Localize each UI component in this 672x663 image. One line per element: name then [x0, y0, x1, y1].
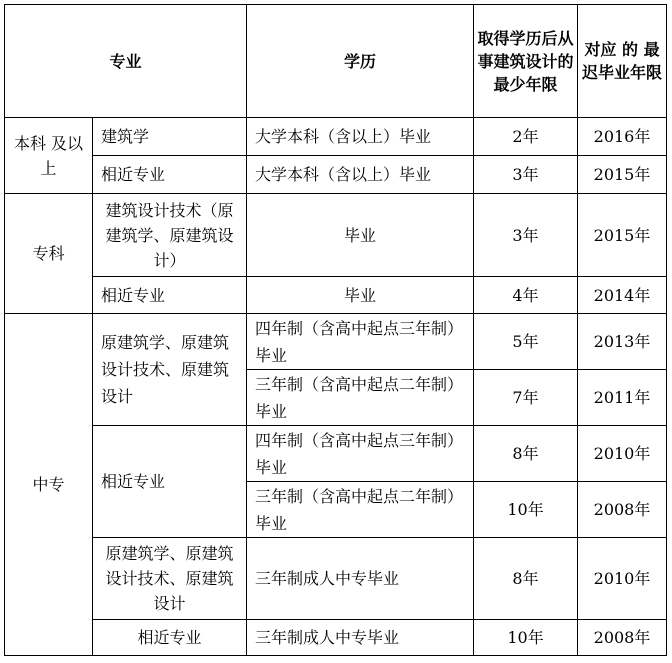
table-row [5, 620, 667, 656]
grad-year-cell: 2010年 [578, 426, 667, 482]
grad-year-cell: 2013年 [578, 314, 667, 370]
major-cell: 建筑设计技术（原建筑学、原建筑设计） [93, 194, 247, 277]
major-cell: 建筑学 [93, 118, 247, 156]
group-undergrad: 本科 及以上 [5, 118, 93, 194]
major-cell: 原建筑学、原建筑设计技术、原建筑设计 [93, 314, 247, 426]
grad-year-cell: 2008年 [578, 482, 667, 538]
major-cell: 原建筑学、原建筑设计技术、原建筑设计 [93, 538, 247, 620]
major-cell: 相近专业 [93, 156, 247, 194]
table-row [5, 538, 667, 620]
grad-year-cell: 2015年 [578, 194, 667, 277]
education-cell: 三年制（含高中起点二年制）毕业 [247, 482, 474, 538]
grad-year-cell: 2008年 [578, 620, 667, 656]
years-cell: 7年 [474, 370, 578, 426]
years-cell: 10年 [474, 620, 578, 656]
years-cell: 2年 [474, 118, 578, 156]
education-cell: 大学本科（含以上）毕业 [247, 156, 474, 194]
group-secondary: 中专 [5, 314, 93, 656]
years-cell: 3年 [474, 156, 578, 194]
education-cell: 毕业 [247, 194, 474, 277]
years-cell: 5年 [474, 314, 578, 370]
education-cell: 三年制成人中专毕业 [247, 620, 474, 656]
major-cell: 相近专业 [93, 426, 247, 538]
table-row [5, 314, 667, 370]
group-college: 专科 [5, 194, 93, 314]
education-cell: 三年制成人中专毕业 [247, 538, 474, 620]
years-cell: 8年 [474, 426, 578, 482]
table-row [5, 277, 667, 314]
major-cell: 相近专业 [93, 620, 247, 656]
years-cell: 8年 [474, 538, 578, 620]
header-grad-year: 对应 的 最迟毕业年限 [578, 5, 667, 118]
header-row [5, 5, 667, 118]
table-row [5, 156, 667, 194]
header-min-years: 取得学历后从事建筑设计的 最少年限 [474, 5, 578, 118]
education-cell: 大学本科（含以上）毕业 [247, 118, 474, 156]
education-cell: 四年制（含高中起点三年制）毕业 [247, 314, 474, 370]
table-row [5, 194, 667, 277]
years-cell: 3年 [474, 194, 578, 277]
grad-year-cell: 2010年 [578, 538, 667, 620]
grad-year-cell: 2015年 [578, 156, 667, 194]
years-cell: 10年 [474, 482, 578, 538]
grad-year-cell: 2014年 [578, 277, 667, 314]
education-cell: 毕业 [247, 277, 474, 314]
requirements-table [4, 4, 667, 656]
education-cell: 三年制（含高中起点二年制）毕业 [247, 370, 474, 426]
table-row [5, 118, 667, 156]
years-cell: 4年 [474, 277, 578, 314]
major-cell: 相近专业 [93, 277, 247, 314]
table-row [5, 426, 667, 482]
education-cell: 四年制（含高中起点三年制）毕业 [247, 426, 474, 482]
grad-year-cell: 2011年 [578, 370, 667, 426]
header-major: 专业 [5, 5, 247, 118]
grad-year-cell: 2016年 [578, 118, 667, 156]
header-education: 学历 [247, 5, 474, 118]
